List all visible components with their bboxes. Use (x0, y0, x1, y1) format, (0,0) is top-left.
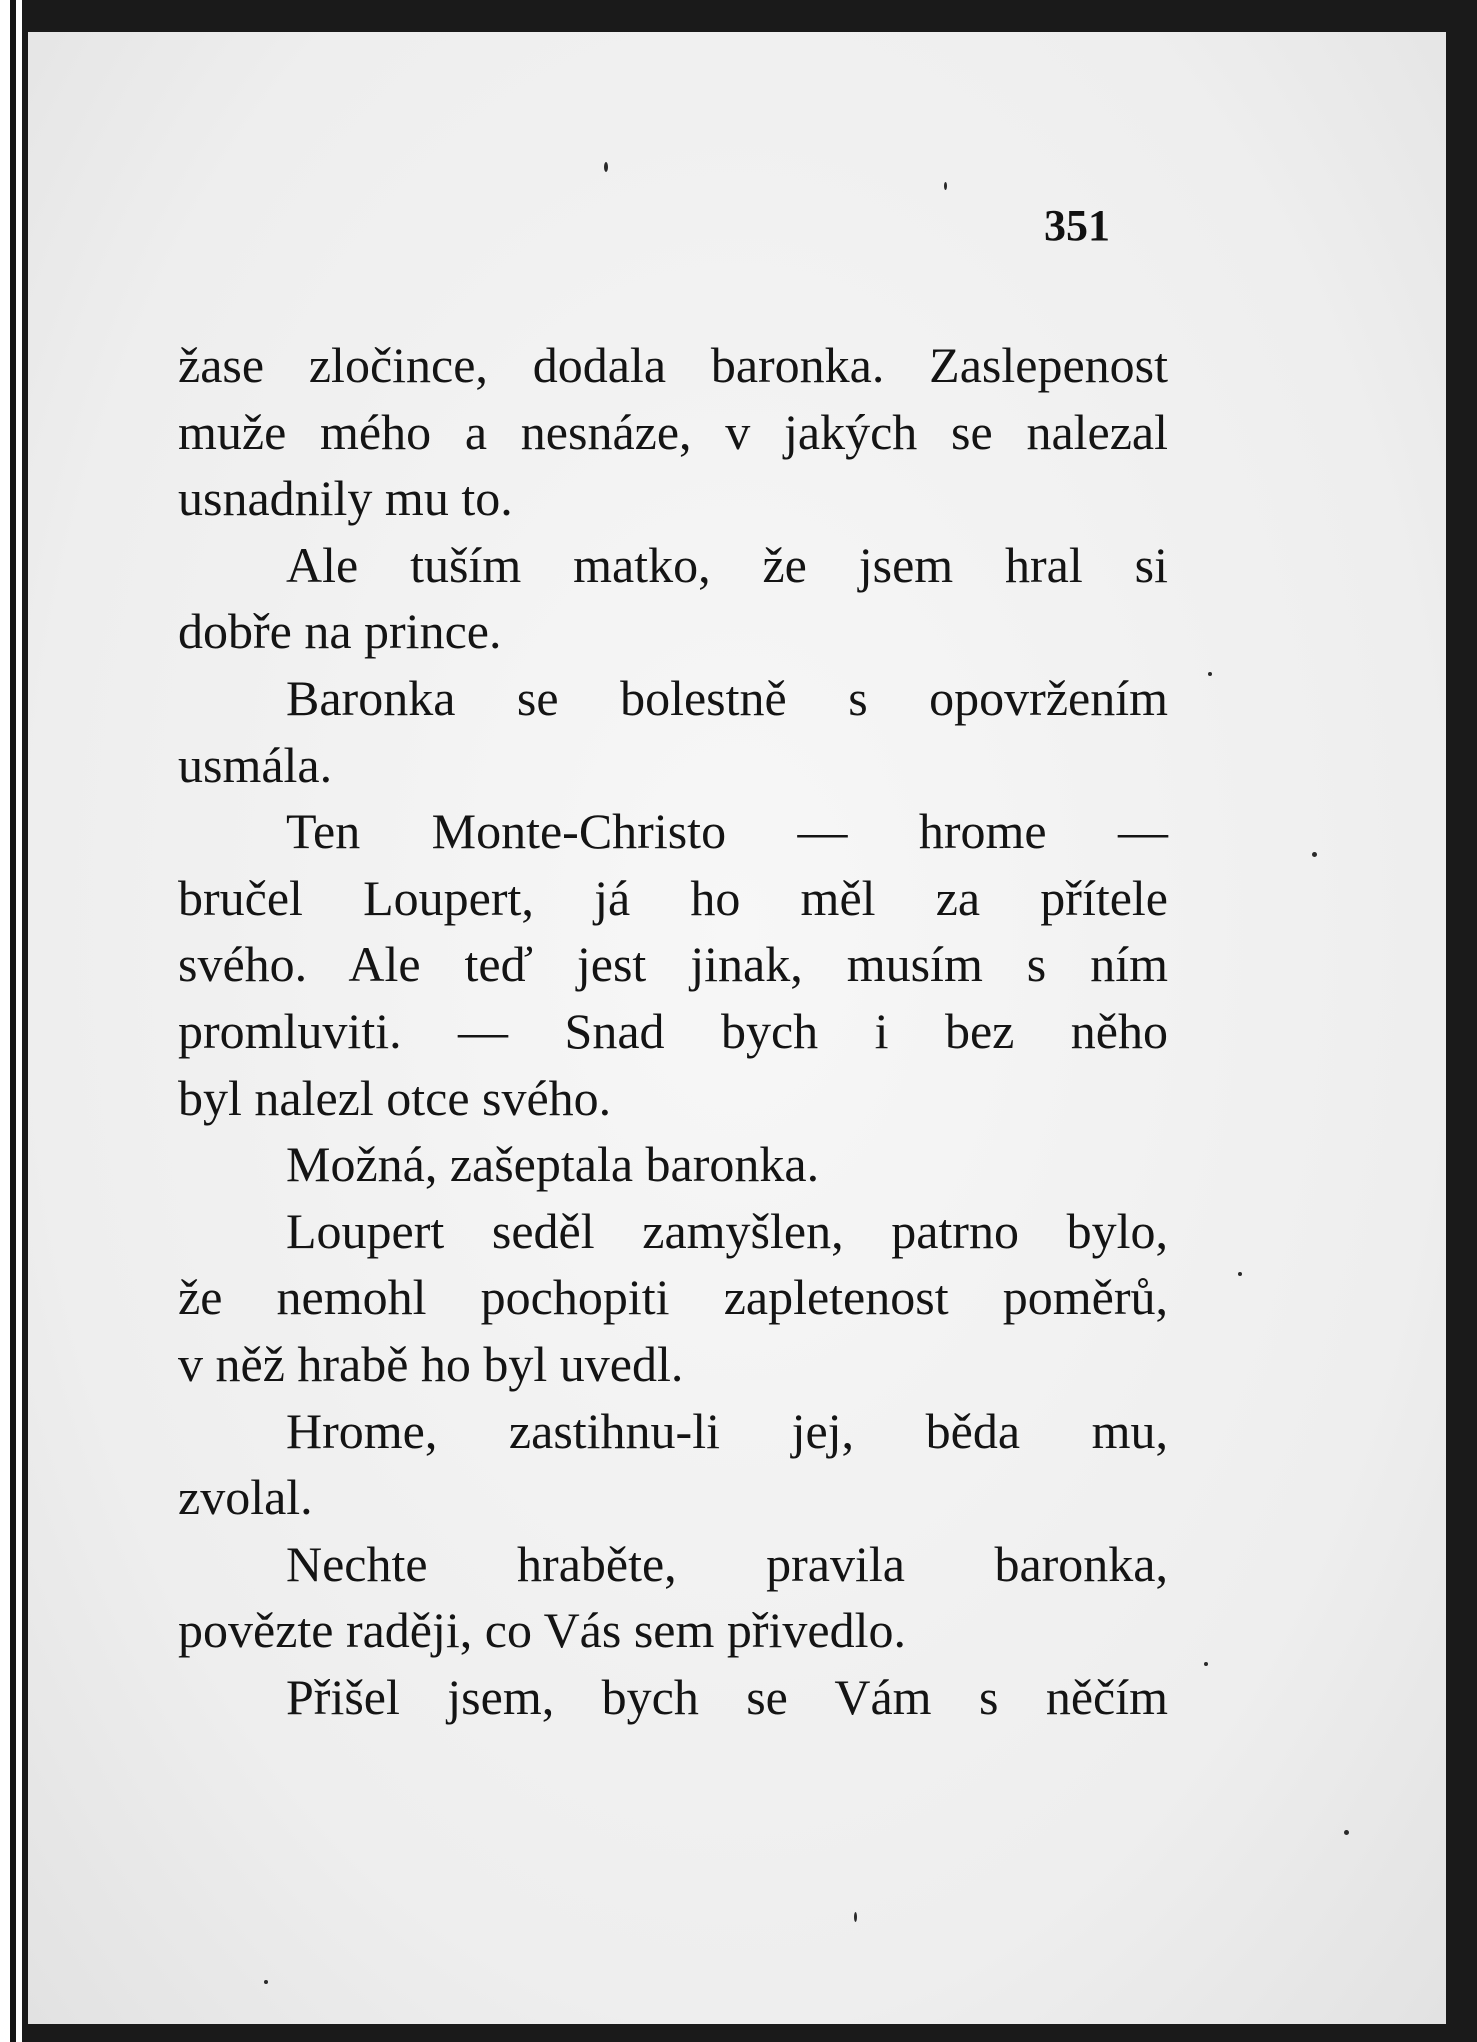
text-line: Přišel jsem, bych se Vám s něčím (286, 1668, 1168, 1725)
body-text (178, 332, 1168, 1730)
text-line: muže mého a nesnáze, v jakých se nalezal (178, 403, 1168, 460)
text-line: Baronka se bolestně s opovržením (286, 669, 1168, 726)
text-line: promluviti. — Snad bych i bez něho (178, 1002, 1168, 1059)
left-margin-strip (0, 0, 22, 2042)
page-number: 351 (1044, 201, 1110, 250)
text-line: Loupert seděl zamyšlen, patrno bylo, (286, 1202, 1168, 1259)
text-line: Hrome, zastihnu-li jej, běda mu, (286, 1402, 1168, 1459)
ink-speck (1238, 1272, 1242, 1276)
left-border-line (10, 0, 16, 2042)
ink-speck (1204, 1662, 1208, 1666)
text-line: bručel Loupert, já ho měl za přítele (178, 869, 1168, 926)
ink-speck (264, 1980, 268, 1984)
ink-speck (1312, 852, 1317, 857)
book-page (28, 32, 1446, 2024)
ink-speck (1208, 672, 1212, 676)
text-line: v něž hrabě ho byl uvedl. (178, 1335, 684, 1392)
text-line: svého. Ale teď jest jinak, musím s ním (178, 936, 1168, 993)
ink-speck (854, 1912, 857, 1922)
text-line: usmála. (178, 736, 333, 793)
text-line: Ale tuším matko, že jsem hral si (286, 536, 1168, 593)
ink-speck (1344, 1830, 1349, 1835)
text-line: dobře na prince. (178, 603, 502, 660)
ink-speck (604, 162, 608, 172)
text-line: Nechte hraběte, pravila baronka, (286, 1535, 1168, 1592)
text-line: byl nalezl otce svého. (178, 1069, 612, 1126)
text-line: usnadnily mu to. (178, 470, 513, 527)
text-line: Možná, zašeptala baronka. (286, 1136, 820, 1193)
text-line: Ten Monte-Christo — hrome — (286, 803, 1168, 860)
ink-speck (944, 182, 947, 190)
text-line: povězte raději, co Vás sem přivedlo. (178, 1602, 907, 1659)
text-line: zvolal. (178, 1469, 313, 1526)
text-line: žase zločince, dodala baronka. Zaslepenost (178, 337, 1168, 393)
text-line: že nemohl pochopiti zapletenost poměrů, (178, 1269, 1168, 1326)
